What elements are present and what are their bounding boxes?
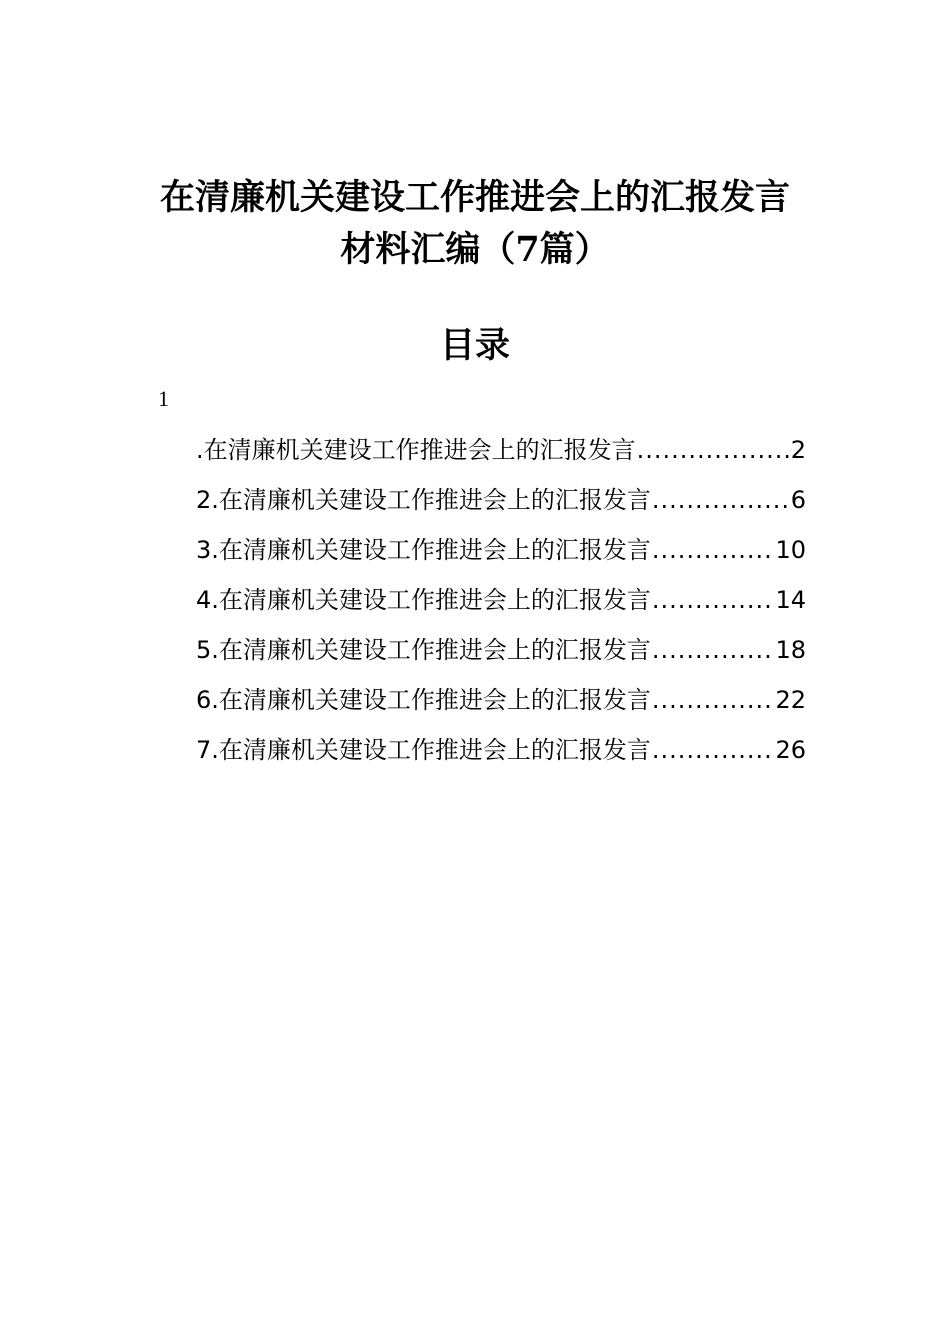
toc-entry-title: .在清廉机关建设工作推进会上的汇报发言 xyxy=(196,436,636,464)
toc-leader-dots xyxy=(652,528,775,572)
toc-heading: 目录 xyxy=(439,325,510,366)
toc-leader-dots xyxy=(652,678,775,722)
toc-leader-dots xyxy=(652,728,775,772)
toc-leader-dots xyxy=(652,628,775,672)
toc-entry-title: 5.在清廉机关建设工作推进会上的汇报发言 xyxy=(196,636,651,664)
toc-entry-title: 4.在清廉机关建设工作推进会上的汇报发言 xyxy=(196,586,651,614)
document-title-line-2: 材料汇编（7篇） xyxy=(340,229,610,270)
toc-page-number: 2 xyxy=(790,436,806,464)
toc-entry-4[interactable] xyxy=(196,578,806,628)
toc-page-number: 22 xyxy=(775,686,806,714)
toc-entry-title: 2.在清廉机关建设工作推进会上的汇报发言 xyxy=(196,486,651,514)
toc-leader-dots xyxy=(652,478,790,522)
toc-entry-7[interactable] xyxy=(196,728,806,778)
toc-entry-6[interactable] xyxy=(196,678,806,728)
toc-entry-1[interactable] xyxy=(196,428,806,478)
toc-entry-title: 3.在清廉机关建设工作推进会上的汇报发言 xyxy=(196,536,651,564)
toc-entry-5[interactable] xyxy=(196,628,806,678)
list-number-label: 1 xyxy=(158,386,169,411)
toc-entry-2[interactable] xyxy=(196,478,806,528)
toc-page-number: 10 xyxy=(775,536,806,564)
toc-entry-title: 7.在清廉机关建设工作推进会上的汇报发言 xyxy=(196,736,651,764)
toc-page-number: 18 xyxy=(775,636,806,664)
toc-leader-dots xyxy=(652,578,775,622)
table-of-contents xyxy=(196,428,806,778)
toc-page-number: 14 xyxy=(775,586,806,614)
toc-page-number: 26 xyxy=(775,736,806,764)
document-title-line-1: 在清廉机关建设工作推进会上的汇报发言 xyxy=(159,177,790,218)
toc-entry-3[interactable] xyxy=(196,528,806,578)
toc-page-number: 6 xyxy=(790,486,806,514)
toc-entry-title: 6.在清廉机关建设工作推进会上的汇报发言 xyxy=(196,686,651,714)
toc-leader-dots xyxy=(637,428,790,472)
